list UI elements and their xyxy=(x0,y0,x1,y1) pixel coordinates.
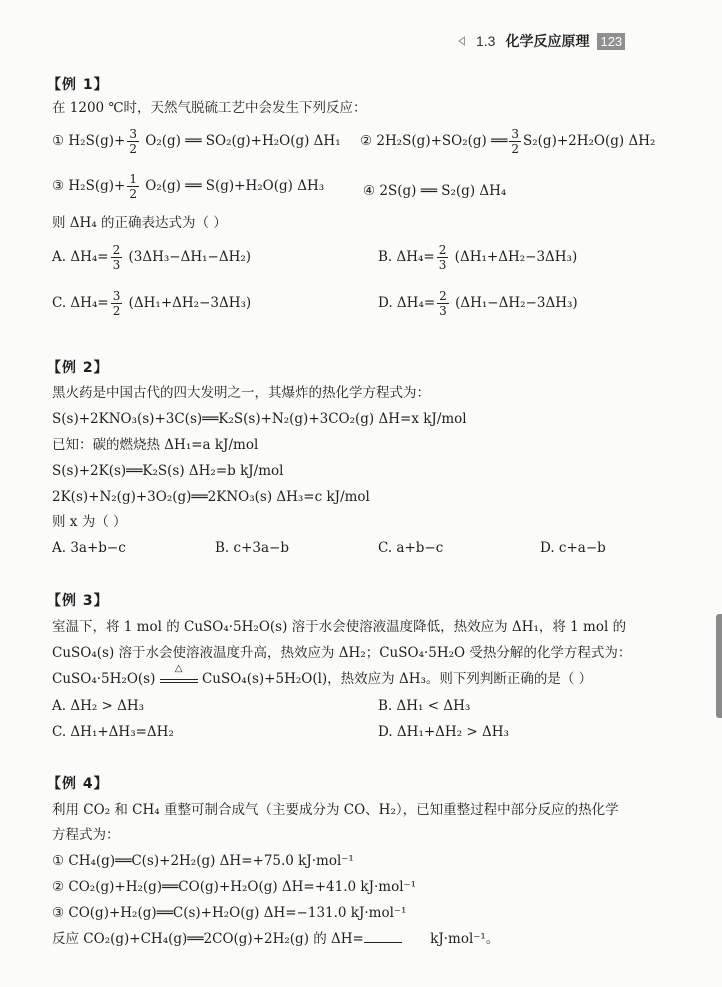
ex2-option-c: C. a+b−c xyxy=(378,540,444,556)
ex2-option-b: B. c+3a−b xyxy=(215,540,289,556)
ex3-option-c: C. ΔH₁+ΔH₃=ΔH₂ xyxy=(52,724,174,740)
ex2-equation-2: S(s)+2K(s)══K₂S(s) ΔH₂=b kJ/mol xyxy=(52,463,284,479)
ex3-option-d: D. ΔH₁+ΔH₂ > ΔH₃ xyxy=(378,724,509,740)
ex4-reaction-1: ① CH₄(g)══C(s)+2H₂(g) ΔH=+75.0 kJ·mol⁻¹ xyxy=(52,853,354,869)
ex1-option-a: A. ΔH₄= $\frac{2}{3}$ (3ΔH₃−ΔH₁−ΔH₂) xyxy=(52,243,252,272)
ex2-equation-3: 2K(s)+N₂(g)+3O₂(g)══2KNO₃(s) ΔH₃=c kJ/mol xyxy=(52,489,370,505)
ex4-line-1: 利用 CO₂ 和 CH₄ 重整可制合成气（主要成分为 CO、H₂），已知重整过程中部分反应的热化学 xyxy=(52,802,619,818)
ex1-option-d: D. ΔH₄= $\frac{2}{3}$ (ΔH₁−ΔH₂−3ΔH₃) xyxy=(378,289,578,318)
ex2-intro: 黑火药是中国古代的四大发明之一，其爆炸的热化学方程式为： xyxy=(52,385,430,401)
ex2-option-d: D. c+a−b xyxy=(540,540,606,556)
answer-blank xyxy=(364,930,402,943)
ex2-known: 已知：碳的燃烧热 ΔH₁=a kJ/mol xyxy=(52,437,259,453)
ex2-option-a: A. 3a+b−c xyxy=(52,540,126,556)
example-1-heading: 【例 1】 xyxy=(47,77,109,93)
ex2-equation: S(s)+2KNO₃(s)+3C(s)══K₂S(s)+N₂(g)+3CO₂(g) ΔH=x kJ/mol xyxy=(52,411,467,427)
heat-arrow xyxy=(160,663,198,683)
scrollbar-thumb[interactable] xyxy=(716,614,722,718)
section-number: 1.3 xyxy=(476,33,496,49)
ex2-question: 则 x 为（ ） xyxy=(52,514,127,530)
ex1-reaction-4: ④ 2S(g) ══ S₂(g) ΔH₄ xyxy=(363,183,507,199)
ex1-option-c: C. ΔH₄= $\frac{3}{2}$ (ΔH₁+ΔH₂−3ΔH₃) xyxy=(52,289,252,318)
ex4-final-question: 反应 CO₂(g)+CH₄(g)══2CO(g)+2H₂(g) 的 ΔH= kJ·mol⁻¹。 xyxy=(52,931,500,947)
ex3-line-1: 室温下，将 1 mol 的 CuSO₄·5H₂O(s) 溶于水会使溶液温度降低，热效应为 ΔH₁，将 1 mol 的 xyxy=(52,619,627,635)
ex3-line-2: CuSO₄(s) 溶于水会使溶液温度升高，热效应为 ΔH₂；CuSO₄·5H₂O 受热分解的化学方程式为： xyxy=(52,645,632,661)
section-title: 化学反应原理 xyxy=(505,34,590,50)
ex1-reaction-1: ① H₂S(g)+ $\frac{3}{2}$ O₂(g) ══ SO₂(g)+H₂O(g) ΔH₁ xyxy=(52,127,341,156)
page-number: 123 xyxy=(597,33,625,50)
ex4-reaction-2: ② CO₂(g)+H₂(g)══CO(g)+H₂O(g) ΔH=+41.0 kJ·mol⁻¹ xyxy=(52,879,417,895)
back-triangle-icon xyxy=(458,36,465,46)
example-4-heading: 【例 4】 xyxy=(47,776,109,792)
ex1-reaction-2: ② 2H₂S(g)+SO₂(g) ══ $\frac{3}{2}$ S₂(g)+2H₂O(g) ΔH₂ xyxy=(360,127,656,156)
running-header xyxy=(458,30,625,52)
ex3-line-3: CuSO₄·5H₂O(s) △ CuSO₄(s)+5H₂O(l)，热效应为 ΔH₃。则下列判断正确的是（ ） xyxy=(52,669,592,689)
heat-triangle-icon: △ xyxy=(174,663,183,674)
example-3-heading: 【例 3】 xyxy=(47,593,109,609)
ex1-question: 则 ΔH₄ 的正确表达式为（ ） xyxy=(52,215,227,231)
ex1-reaction-3: ③ H₂S(g)+ $\frac{1}{2}$ O₂(g) ══ S(g)+H₂O(g) ΔH₃ xyxy=(52,172,325,201)
ex1-option-b: B. ΔH₄= $\frac{2}{3}$ (ΔH₁+ΔH₂−3ΔH₃) xyxy=(378,243,578,272)
ex1-intro: 在 1200 ℃时，天然气脱硫工艺中会发生下列反应： xyxy=(52,100,367,116)
ex4-reaction-3: ③ CO(g)+H₂(g)══C(s)+H₂O(g) ΔH=−131.0 kJ·mol⁻¹ xyxy=(52,905,407,921)
ex3-option-a: A. ΔH₂ > ΔH₃ xyxy=(52,698,145,714)
example-2-heading: 【例 2】 xyxy=(47,360,109,376)
ex3-option-b: B. ΔH₁ < ΔH₃ xyxy=(378,698,471,714)
ex4-line-2: 方程式为： xyxy=(52,827,120,843)
